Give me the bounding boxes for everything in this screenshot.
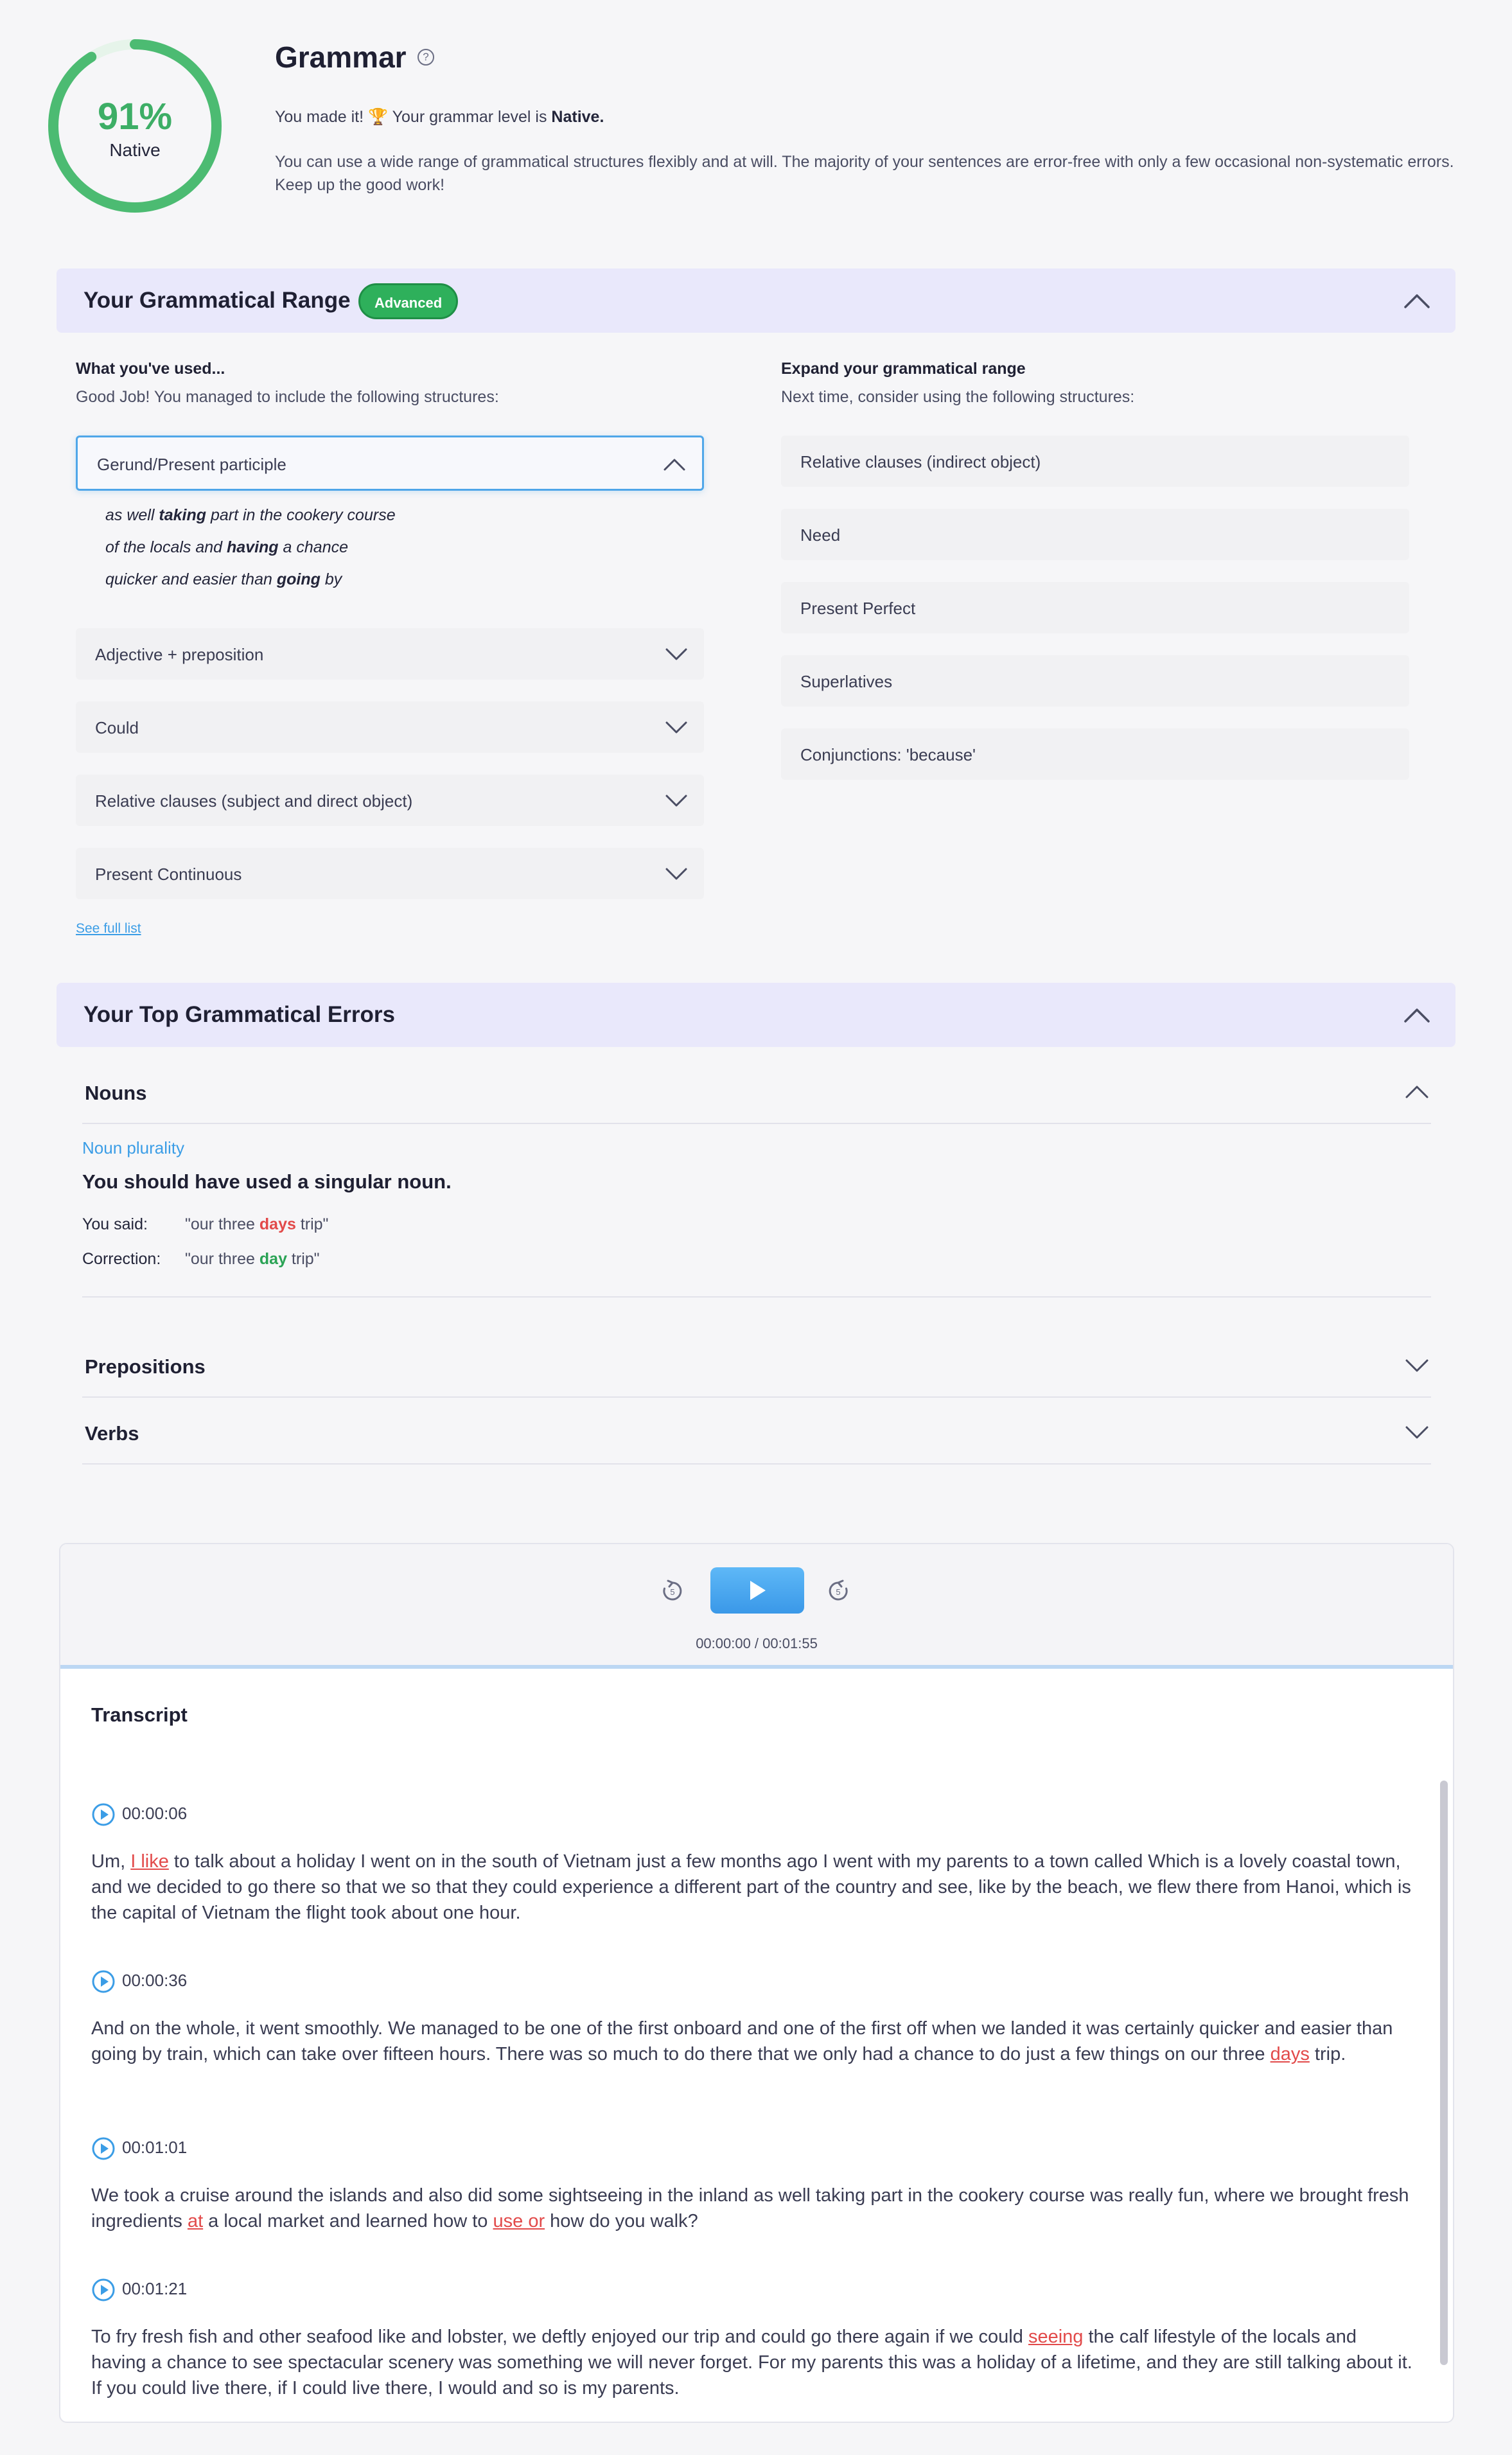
chevron-down-icon[interactable] [664,790,689,811]
segment-text-run: to talk about a holiday I went on in the south of Vietnam just a few months ago I went with my parents to a town called Which is a lovely coastal town, and we decided to go there so that we so that they could experience a different part of the country and see, like by the beach, we flew there from Hanoi, which is the capital of Vietnam the flight took about one hour. [91,1851,1411,1923]
segment-text-run: Um, [91,1851,131,1872]
segment-text [91,2016,1414,2067]
play-segment-icon[interactable] [91,2278,116,2302]
error-highlight[interactable]: seeing [1028,2327,1084,2347]
structure-item-present-continuous[interactable] [76,848,704,899]
incorrect-word: days [259,1215,296,1233]
score-gauge [45,36,225,216]
segment-timestamp[interactable] [91,2136,187,2161]
segment-timestamp[interactable] [91,2278,187,2302]
play-segment-icon[interactable] [91,1969,116,1994]
error-highlight[interactable]: days [1270,2044,1310,2064]
play-icon [745,1579,769,1602]
structure-label: Present Perfect [800,599,916,618]
chevron-down-icon[interactable] [664,644,689,664]
segment-timestamp[interactable] [91,1969,187,1994]
help-icon[interactable]: ? [418,49,434,66]
playback-time: 00:00:00 / 00:01:55 [696,1635,818,1651]
used-subtext: Good Job! You managed to include the following structures: [76,388,499,406]
structure-label: Present Continuous [95,865,242,884]
chevron-down-icon[interactable] [1404,1422,1430,1443]
suggested-structure-item [781,582,1409,633]
chevron-up-icon[interactable] [1404,1082,1430,1102]
segment-text-run: trip. [1309,2044,1346,2064]
suggested-structure-item [781,436,1409,487]
expand-subtext: Next time, consider using the following structures: [781,388,1135,406]
you-said-label: You said: [82,1215,148,1233]
section-title: Your Top Grammatical Errors [84,1002,395,1027]
suggested-structure-item [781,655,1409,707]
play-segment-icon[interactable] [91,2136,116,2161]
error-group-verbs[interactable] [82,1400,1431,1465]
segment-text-run: the calf lifestyle of the locals and having a chance to see spectacular scenery was something we will never forget. For my parents this was a holiday of a lifetime, and they are still talking about it. If you could live there, if I could live there, I would and so is my parents. [91,2327,1412,2398]
segment-text-run: how do you walk? [545,2211,698,2231]
grammatical-errors-header[interactable] [57,983,1455,1047]
score-percent: 91% [97,96,173,137]
error-group-label: Nouns [85,1082,147,1104]
structure-label: Adjective + preposition [95,645,264,664]
segment-timestamp[interactable] [91,1802,187,1827]
chevron-up-icon[interactable] [662,454,687,475]
structure-label: Could [95,718,139,737]
structure-label: Superlatives [800,672,893,691]
level-summary-text: You made it! 🏆 Your grammar level is [275,108,547,126]
error-group-prepositions[interactable] [82,1333,1431,1398]
segment-text [91,2324,1414,2401]
structure-item-gerund[interactable] [76,436,704,491]
see-full-list-link[interactable]: See full list [76,921,141,936]
level-description: You can use a wide range of grammatical structures flexibly and at will. The majority of your sentences are error-free with only a few occasional non-systematic errors. Keep up the good work! [275,153,1454,194]
timestamp-text: 00:00:36 [122,1970,188,1990]
error-highlight[interactable]: use or [493,2211,545,2231]
expand-heading: Expand your grammatical range [781,360,1026,378]
structure-label: Conjunctions: 'because' [800,745,976,764]
structure-label: Gerund/Present participle [97,455,286,474]
level-summary-level: Native. [551,108,604,126]
section-title: Your Grammatical Range [84,288,351,313]
structure-label: Relative clauses (subject and direct object) [95,791,413,811]
timestamp-text: 00:01:21 [122,2278,188,2298]
correction-label: Correction: [82,1250,161,1268]
score-level: Native [109,140,161,160]
error-group-label: Prepositions [85,1355,206,1378]
structure-example: quicker and easier than going by [105,570,342,588]
rewind-5-icon[interactable] [659,1578,686,1605]
error-group-label: Verbs [85,1422,139,1445]
structure-item-could[interactable] [76,701,704,753]
used-heading: What you've used... [76,360,225,378]
structure-item-relative-clauses[interactable] [76,775,704,826]
error-highlight[interactable]: I like [130,1851,169,1872]
suggested-structure-item [781,509,1409,560]
audio-player [60,1544,1453,1667]
structure-label: Need [800,525,841,545]
svg-text:5: 5 [836,1587,841,1597]
chevron-up-icon[interactable] [1402,1003,1432,1026]
svg-text:5: 5 [670,1587,675,1597]
structure-label: Relative clauses (indirect object) [800,452,1041,471]
play-segment-icon[interactable] [91,1802,116,1827]
suggested-structure-item [781,728,1409,780]
level-summary [275,108,604,127]
you-said-text: "our three days trip" [185,1215,329,1233]
error-category: Noun plurality [82,1138,184,1157]
progress-track[interactable] [60,1665,1453,1669]
chevron-down-icon[interactable] [664,863,689,884]
segment-text [91,1849,1414,1926]
segment-text-run: And on the whole, it went smoothly. We managed to be one of the first onboard and one of the first off when we landed it was certainly quicker and easier than going by train, which can take over fifteen hours. There was so much to do there that we only had a chance to do just a few things on our three [91,2018,1393,2064]
timestamp-text: 00:01:01 [122,2137,188,2157]
corrected-word: day [259,1250,287,1268]
error-highlight[interactable]: at [187,2211,204,2231]
chevron-down-icon[interactable] [664,717,689,737]
structure-item-adjective-preposition[interactable] [76,628,704,680]
play-button[interactable] [710,1567,804,1614]
grammatical-range-header[interactable] [57,268,1455,333]
divider [82,1296,1431,1298]
correction-text: "our three day trip" [185,1250,320,1268]
transcript-scrollbar[interactable] [1440,1781,1448,2365]
segment-text-run: To fry fresh fish and other seafood like and lobster, we deftly enjoyed our trip and could go there again if we could [91,2327,1028,2347]
chevron-down-icon[interactable] [1404,1355,1430,1376]
structure-example: as well taking part in the cookery course [105,506,396,524]
segment-text-run: We took a cruise around the islands and also did some sightseeing in the inland as well taking part in the cookery course was really fun, where we brought fresh ingredients [91,2185,1409,2231]
segment-text-run: a local market and learned how to [203,2211,493,2231]
level-badge: Advanced [358,283,458,319]
page-title: Grammar [275,40,407,74]
timestamp-text: 00:00:06 [122,1803,188,1823]
forward-5-icon[interactable] [825,1578,852,1605]
structure-example: of the locals and having a chance [105,538,349,556]
segment-text [91,2183,1414,2234]
chevron-up-icon[interactable] [1402,289,1432,312]
audio-transcript-panel [59,1543,1454,2423]
error-group-nouns[interactable] [82,1060,1431,1124]
grammar-header [45,36,1458,229]
transcript-title: Transcript [91,1703,188,1726]
error-message: You should have used a singular noun. [82,1170,452,1193]
